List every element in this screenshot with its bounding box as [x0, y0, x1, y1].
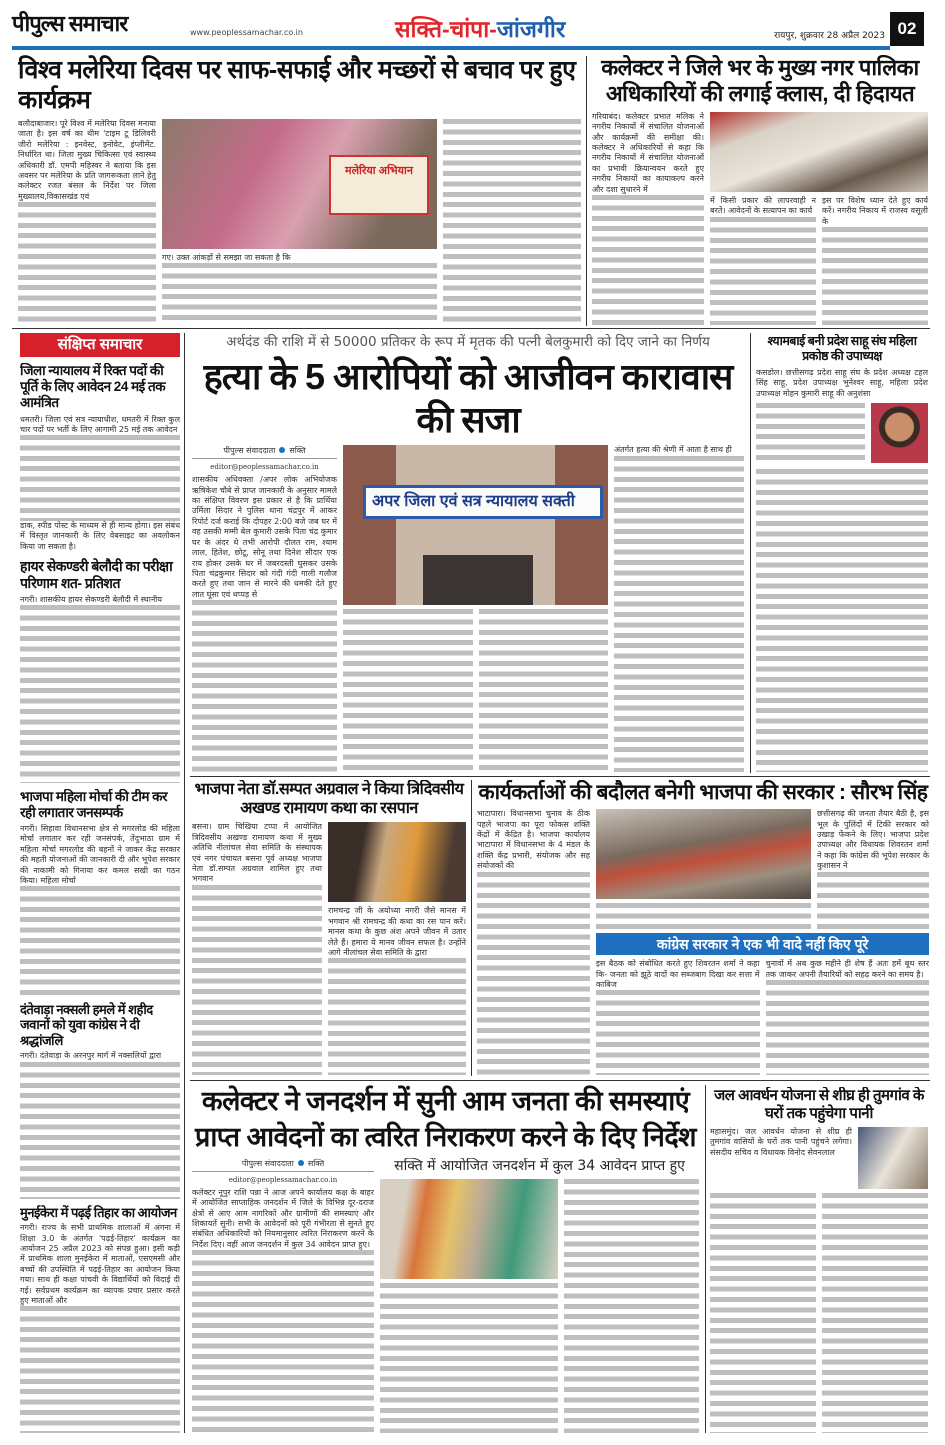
jandarshan-byline [192, 1158, 374, 1172]
malaria-rally-photo [162, 119, 437, 249]
brief-text [20, 824, 180, 995]
murder-text-4 [614, 445, 744, 772]
jal-text-3 [822, 1193, 928, 1433]
saurabh-headline: कार्यकर्ताओं की बदौलत बनेगी भाजपा की सरकार : सौरभ सिंह [478, 781, 928, 804]
divider [750, 333, 751, 773]
collector-class-story [592, 55, 928, 325]
court-sign: अपर जिला एवं सत्र न्यायालय सक्ती [363, 485, 603, 519]
murder-headline: हत्या के 5 आरोपियों को आजीवन कारावास की सजा [203, 355, 733, 441]
murder-text [192, 475, 337, 772]
saurabh-text-3 [817, 809, 929, 929]
brief-text [20, 1051, 180, 1198]
brief-story [20, 1002, 180, 1199]
saurabh-lead: भाटापारा। विधानसभा चुनाव के ठीक पहले भाजपा का पूरा फोकस शक्ति केंद्रों में केंद्रित है। भाजपा कार्यालय भाटापारा में विधानसभा के 4 मंडल के शक्ति केंद्र प्रभारी, संयोजक और सह संयोजकों की [477, 809, 590, 871]
sampat-headline: भाजपा नेता डॉ.सम्पत अग्रवाल ने किया त्रिदिवसीय अखण्ड रामायण कथा का रसपान [194, 781, 464, 818]
collector-class-text [592, 112, 704, 325]
shyambai-lead: कसडोल। छत्तीसगढ़ प्रदेश साहू संघ के प्रदेश अध्यक्ष टहल सिंह साहू, प्रदेश उपाध्यक्ष भुनेश्वर साहू, महिला प्रदेश उपाध्यक्ष मोहन कुमारी साहू की अनुशंसा [756, 368, 928, 398]
jal-headline: जल आवर्धन योजना से शीघ्र ही तुमगांव के घरों तक पहुंचेगा पानी [714, 1087, 924, 1122]
brief-story [20, 1205, 180, 1434]
congress-banner: कांग्रेस सरकार ने एक भी वादे नहीं किए पूरे [596, 933, 929, 955]
divider [190, 1080, 930, 1081]
shyambai-text-2 [756, 403, 865, 465]
malaria-text-2 [162, 253, 437, 325]
shyambai-text [756, 368, 928, 399]
brief-text [20, 1223, 180, 1433]
brief-end: डाक, स्पीड पोस्ट के माध्यम से ही मान्य होगा। इस संबंध में विस्तृत जानकारी के लिए वेबसाइट का अवलोकन किया जा सकता है। [20, 520, 180, 551]
briefs-label: संक्षिप्त समाचार [20, 333, 180, 357]
malaria-banner: मलेरिया अभियान [329, 155, 429, 215]
byline-place: सक्ति [307, 1158, 325, 1168]
sampat-cont: रामचन्द्र जी के अयोध्या नगरी जैसे मानस में भगवान श्री रामचन्द्र की कथा का रस पान करें। मानस कथा के कुछ अंश अपने जीवन में उतार लेते हैं। हमारा ये मानव जीवन सफल है। उन्होंने आगे नीलांचल सेवा समिति के द्वारा [328, 906, 466, 957]
brief-story [20, 363, 180, 552]
brief-story [20, 558, 180, 783]
congress-lead: इस बैठक को संबोधित करते हुए शिवरतन शर्मा ने कहा कि- जनता को झूठे वादों का सब्जबाग दिखा कर सत्ता में काबिज [596, 959, 760, 989]
jandarshan-text-2 [380, 1283, 558, 1433]
collector-class-text-2 [710, 196, 816, 325]
jandarshan-headline-1: कलेक्टर ने जनदर्शन में सुनी आम जनता की समस्याएं [201, 1086, 690, 1116]
collector-meeting-photo [710, 112, 928, 192]
byline-place: सक्ति [289, 446, 306, 456]
murder-text-3 [479, 609, 609, 772]
congress-cont: चुनावों में अब कुछ महीने ही शेष हैं अतः हमें बूथ स्तर तक जाकर अपनी तैयारियों को सहढ़ करने का समय है। [765, 959, 929, 979]
brief-headline: मुनईकेरा में पढ़ई तिहार का आयोजन [20, 1204, 177, 1220]
shyambai-portrait [871, 403, 928, 463]
brief-text [20, 415, 180, 553]
murder-lead: शासकीय अधिवक्ता /अपर लोक अभियोजक ऋषिकेश चौबे से प्राप्त जानकारी के अनुसार मामले का संक्षिप्त विवरण इस प्रकार से है कि प्रार्थिया उर्मिला सिदार ने पुलिस थाना चंद्रपुर में आकर रिपोर्ट दर्ज कराई कि दोपहर 2:00 बजे जब घर में वह उसकी मम्मी बेल कुमारी उसके पिता चंद्र कुमार घर के अंदर थे तभी आरोपी दौलत राम, श्याम लाल, हितेश, छोटू, सोनू तथा दिनेश सीदार एक राय होकर उसके घर में जबरदस्ती घुसकर उसके पिता चंद्रकुमार सिदार को गंदी गंदी गाली गलौज करते हुए तथा जान से मारने की धमकी देते हुए लात घूंसा एवं थप्पड़ से [192, 475, 337, 599]
header-rule [12, 46, 890, 50]
saurabh-story [477, 780, 929, 1075]
malaria-text [18, 119, 156, 325]
brief-lead: नगरी। शासकीय हायर सेकण्डरी बेलौदी में स्थानीय [20, 594, 163, 604]
jal-lead: महासमुंद। जल आवर्धन योजना से शीघ्र ही तुमगांव वासियों के घरों तक पानी पहुंचने लगेगा। संसदीय सचिव व विधायक विनोद सेवनलाल [710, 1127, 852, 1157]
byline-author: पीपुल्स संवाददाता [223, 446, 276, 456]
malaria-lead: बलौदाबाजार। पूरे विश्व में मलेरिया दिवस मनाया जाता है। इस वर्ष का थीम 'टाइम टू डिलिवरी जीरो मलेरिया : इनवेस्ट, इनोवेट, इंप्लीमेंट. निर्धारित था। जिला मुख्य चिकित्सा एवं स्वास्थ्य अधिकारी डॉ. एमपी महिस्वर ने बताया कि इस अवसर पर मलेरिया के प्रति जागरूकता लाने हेतु कलेक्टर रजत बंसल के निर्देश पर जिला मुख्यालय,विकासखंड एवं [18, 119, 156, 201]
section-title [395, 12, 565, 44]
jal-text-2 [710, 1193, 816, 1433]
jandarshan-story [192, 1085, 699, 1433]
congress-text-2 [766, 959, 930, 1075]
brief-headline: दंतेवाड़ा नक्सली हमले में शहीद जवानों को युवा कांग्रेस ने दी श्रद्धांजलि [20, 1001, 153, 1048]
jandarshan-email: editor@peoplessamachar.co.in [228, 1175, 338, 1184]
jal-text [710, 1127, 852, 1158]
sampat-text-2 [328, 906, 466, 1075]
malaria-headline: विश्व मलेरिया दिवस पर साफ-सफाई और मच्छरों से बचाव पर हुए कार्यक्रम [18, 56, 576, 114]
murder-cont: अंतर्गत हत्या की श्रेणी में आता है साथ ही [614, 445, 732, 455]
brief-story [20, 789, 180, 996]
section-title-part2: जांजगीर [496, 16, 566, 42]
divider [705, 1085, 706, 1433]
website-url: www.peoplessamachar.co.in [190, 28, 303, 37]
shyambai-text-3 [756, 469, 928, 772]
brief-lead: धमतरी। जिला एवं सत्र न्यायाधीश, धमतरी में रिक्त कुल चार पदों पर भर्ती के लिए आगामी 25 मई तक आवेदन [20, 414, 180, 434]
page-number: 02 [890, 12, 924, 46]
section-title-part1: सक्ति-चांपा- [395, 16, 497, 42]
saurabh-text-2 [596, 903, 811, 929]
collector-class-lead: गरियाबंद। कलेक्टर प्रभात मलिक ने नगरीय निकायों में संचालित योजनाओं और कार्यक्रमों की समीक्षा की। कलेक्टर ने अधिकारियों से कहा कि नगरीय निकायों में संचालित योजनाओं का प्रभावी क्रियान्वयन करते हुए नगरीय निकायों का कायाकल्प करने और दशा सुधारने में [592, 111, 704, 194]
malaria-cont: गए। उक्त आंकड़ों से समझा जा सकता है कि [162, 253, 291, 262]
shyambai-headline: श्यामबाई बनी प्रदेश साहू संघ महिला प्रकोष्ठ की उपाध्यक्ष [767, 334, 917, 363]
brief-headline: हायर सेकण्डरी बेलौदी का परीक्षा परिणाम शत- प्रतिशत [20, 558, 173, 591]
collector-class-headline: कलेक्टर ने जिले भर के मुख्य नगर पालिका अधिकारियों की लगाई क्लास, दी हिदायत [601, 55, 919, 107]
brief-text [20, 595, 180, 783]
congress-text [596, 959, 760, 1075]
jal-story [710, 1087, 928, 1433]
jal-photo [858, 1127, 928, 1189]
jandarshan-lead: कलेक्टर नूपुर राशि पन्ना ने आज अपने कार्यालय कक्ष के बाहर में आयोजित साप्ताहिक जनदर्शन में जिले के विभिन्न दूर-दराज क्षेत्रों से आए आम नागरिकों और ग्रामीणों की समस्याएं और शिकायतें सुनी। सभी के आवेदनों को पूरी गंभीरता से सुनते हुए संबंधित अधिकारियों को नियमानुसार त्वरित निराकरण करने के निर्देश दिए। वहीं आज जनदर्शन में कुल 34 आवेदन प्राप्त हुए। [192, 1187, 374, 1249]
ramayan-katha-photo [328, 822, 466, 902]
court-photo [343, 445, 608, 605]
saurabh-text [477, 809, 590, 1075]
jandarshan-text [192, 1188, 374, 1433]
jandarshan-text-3 [564, 1179, 699, 1433]
collector-class-cont: में किसी प्रकार की लापरवाही न बरतें। आवेदनों के सत्यापन का कार्य [710, 195, 816, 216]
divider [12, 328, 930, 329]
sampat-lead: बसना। ग्राम चिखिया टप्पा में आयोजित त्रिदिवसीय अखण्ड रामायण कथा में मुख्य अतिथि नीलांचल सेवा समिति के संस्थापक एवं नगर पंचायत बसना पूर्व अध्यक्ष भाजपा नेता डॉ.सम्पत अग्रवाल शामिल हुए तथा भगवान [192, 822, 322, 884]
collector-class-text-3 [822, 196, 928, 325]
edition-date: रायपुर, शुक्रवार 28 अप्रैल 2023 [774, 31, 885, 41]
masthead-logo: पीपुल्स समाचार [12, 11, 128, 36]
sampat-text [192, 822, 322, 1075]
malaria-text-3 [443, 119, 581, 325]
sampat-story [192, 780, 466, 1075]
brief-lead: नगरी। दंतेवाड़ा के अरनपुर मार्ग में नक्सलियों द्वारा [20, 1051, 162, 1061]
jandarshan-headline-2: प्राप्त आवेदनों का त्वरित निराकरण करने के दिए निर्देश [194, 1122, 697, 1153]
murder-text-2 [343, 609, 473, 772]
saurabh-cont: छत्तीसगढ़ की जनता तैयार बैठी है, इस भूल के पुलिंदों में टिकी सरकार को उखाड़ फेंकने के लिए। भाजपा प्रदेश उपाध्यक्ष और विधायक शिवरतन शर्मा ने कहा कि कांग्रेस की भूपेश सरकार के कुशासन ने [817, 809, 929, 871]
brief-headline: भाजपा महिला मोर्चा की टीम कर रही लगातार जनसम्पर्क [20, 788, 168, 820]
byline-author: पीपुल्स संवाददाता [241, 1158, 294, 1168]
briefs-column [20, 333, 180, 1433]
divider [471, 780, 472, 1076]
murder-email: editor@peoplessamachar.co.in [210, 463, 319, 472]
murder-story [192, 334, 744, 772]
bjp-meeting-photo [596, 809, 811, 899]
dot-icon [298, 1160, 304, 1166]
murder-byline [192, 445, 337, 459]
collector-class-cont-2: इस पर विशेष ध्यान देते हुए कार्य करें। नगरीय निकाय में राजस्व वसूली के [822, 195, 928, 226]
brief-lead: नगरी। सिहावा विधानसभा क्षेत्र से मगरलोड की महिला मोर्चा लगातार कर रही जनसंपर्क, तेंदुभाठा ग्राम में महिला मोर्चा मगरलोड की बहनों ने जाकर केंद्र सरकार की महती योजनाओं की जानकारी दी और भूपेश सरकार की नाकामी को गिनाया कर कमल सखी का गठन किया। महिला मोर्चा [20, 824, 180, 886]
jandarshan-subhead: सक्ति में आयोजित जनदर्शन में कुल 34 आवेदन प्राप्त हुए [394, 1157, 685, 1174]
jandarshan-photo [380, 1179, 558, 1279]
brief-lead: नगरी। राज्य के सभी प्राथमिक शालाओं में अंगना में शिक्षा 3.0 के अंतर्गत 'पढ़ई-तिहार' कार्यक्रम का आयोजन 25 अप्रैल 2023 को संपन्न हुआ। इसी कड़ी में प्राथमिक शाला मुनईकेरा में माताओं, एसएमसी और बच्चों की उपस्थिति में पढ़ई-तिहार का आयोजन किया गया। साथ ही कक्षा पांचवी के विद्यार्थियों को विदाई दी गई। सर्वप्रथम कार्यक्रम का व्यापक प्रचार प्रसार करते हुए माताओं और [20, 1223, 180, 1305]
shyambai-story [756, 334, 928, 772]
divider [184, 333, 185, 1433]
dot-icon [279, 447, 285, 453]
divider [586, 56, 587, 326]
brief-headline: जिला न्यायालय में रिक्त पदों की पूर्ति के लिए आवेदन 24 मई तक आमंत्रित [20, 363, 166, 411]
divider [190, 776, 930, 777]
murder-kicker: अर्थदंड की राशि में से 50000 प्रतिकर के रूप में मृतक की पत्नी बेलकुमारी को दिए जाने का निर्णय [226, 334, 710, 350]
malaria-story [18, 55, 581, 325]
